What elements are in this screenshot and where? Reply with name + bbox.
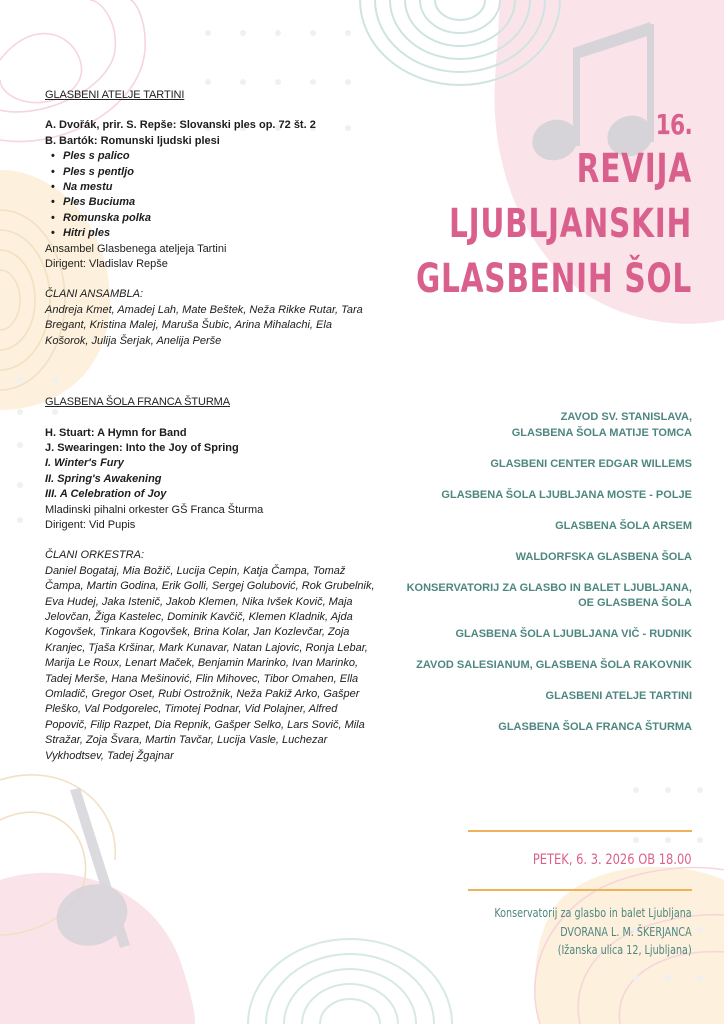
school-item [407, 519, 692, 535]
list-item: • Ples Buciuma [45, 195, 375, 210]
section-title: GLASBENI ATELJE TARTINI [45, 89, 185, 101]
concentric-rings-bottom [248, 939, 452, 1024]
school-item [407, 410, 692, 441]
members-list: Andreja Kmet, Amadej Lah, Mate Beštek, Neža Rikke Rutar, Tara Bregant, Kristina Malej, Maruša Šubic, Arina Mihalachi, Ela Košorok, Julija Šerjak, Anelija Perše [45, 303, 363, 347]
venue-institution: Konservatorij za glasbo in balet Ljubljana [494, 906, 692, 920]
school-item [407, 581, 692, 612]
school-name: ZAVOD SALESIANUM, GLASBENA ŠOLA RAKOVNIK [416, 659, 692, 671]
title-line-1: REVIJA [576, 146, 692, 192]
ensemble-name: Mladinski pihalni orkester GŠ Franca Šturma [45, 503, 264, 516]
participating-schools [407, 410, 692, 751]
ensemble-name: Ansambel Glasbenega ateljeja Tartini [45, 242, 227, 255]
divider-bottom [468, 889, 692, 891]
school-name: ZAVOD SV. STANISLAVA, [560, 411, 692, 423]
work-title: B. Bartók: Romunski ljudski plesi [45, 134, 220, 147]
music-note-icon-bottom [48, 788, 136, 956]
list-item: • Ples s pentljo [45, 165, 375, 180]
venue [445, 904, 692, 960]
movement: I. Winter's Fury [45, 457, 124, 470]
movement: III. A Celebration of Joy [45, 488, 167, 501]
conductor: Dirigent: Vid Pupis [45, 518, 136, 531]
school-item [407, 658, 692, 674]
title-line-3: GLASBENIH ŠOL [416, 256, 692, 302]
program-section-sturm [45, 395, 375, 764]
school-item [407, 457, 692, 473]
school-name: GLASBENI ATELJE TARTINI [545, 690, 692, 702]
event-title [319, 108, 692, 307]
school-name: GLASBENI CENTER EDGAR WILLEMS [490, 457, 692, 470]
title-line-2: LJUBLJANSKIH [449, 201, 692, 247]
school-item [407, 689, 692, 705]
divider-top [468, 830, 692, 832]
school-item [407, 488, 692, 504]
event-date: PETEK, 6. 3. 2026 OB 18.00 [533, 852, 692, 868]
school-name: GLASBENA ŠOLA LJUBLJANA MOSTE - POLJE [441, 488, 692, 501]
list-item: • Na mestu [45, 180, 375, 195]
list-item: • Romunska polka [45, 211, 375, 226]
edition-number: 16. [655, 108, 692, 141]
school-item [407, 720, 692, 736]
section-title: GLASBENA ŠOLA FRANCA ŠTURMA [45, 396, 230, 409]
work-title: H. Stuart: A Hymn for Band [45, 426, 187, 439]
members-label: ČLANI ORKESTRA: [45, 549, 145, 562]
school-name: GLASBENA ŠOLA MATIJE TOMCA [511, 426, 692, 439]
work-title: A. Dvořák, prir. S. Repše: Slovanski ples op. 72 št. 2 [45, 119, 316, 132]
school-name: GLASBENA ŠOLA FRANCA ŠTURMA [498, 721, 692, 733]
work-title: J. Swearingen: Into the Joy of Spring [45, 441, 239, 454]
school-name: GLASBENA ŠOLA ARSEM [555, 519, 692, 532]
school-name: WALDORFSKA GLASBENA ŠOLA [515, 550, 692, 563]
school-name: KONSERVATORIJ ZA GLASBO IN BALET LJUBLJANA, [406, 581, 692, 594]
venue-hall: DVORANA L. M. ŠKERJANCA [560, 924, 692, 939]
school-item [407, 550, 692, 566]
list-item: • Hitri ples [45, 226, 375, 241]
venue-address: (Ižanska ulica 12, Ljubljana) [558, 943, 692, 957]
school-item [407, 627, 692, 643]
school-name: OE GLASBENA ŠOLA [578, 597, 692, 609]
movement: II. Spring's Awakening [45, 472, 162, 485]
conductor: Dirigent: Vladislav Repše [45, 258, 168, 271]
school-name: GLASBENA ŠOLA LJUBLJANA VIČ - RUDNIK [455, 628, 692, 640]
members-list: Daniel Bogataj, Mia Božič, Lucija Cepin, Katja Čampa, Tomaž Čampa, Martin Godina, Erik Golli, Sergej Golubović, Rok Grubelnik, Eva Hudej, Jaka Istenič, Jakob Klemen, Nika Ivšek Kovič, Maja Jelovčan, Žiga Kastelec, Dominik Kavčič, Klemen Kladnik, Ajda Kogovšek, Tinkara Kogovšek, Brina Kolar, Jan Kozlevčar, Zoja Kranjec, Tjaša Kršinar, Mark Kunavar, Natan Lajovic, Ronja Lebar, Marija Le Roux, Lenart Maček, Benjamin Marinko, Ivan Marinko, Tadej Merše, Hana Mešinović, Flin Mihovec, Tibor Omahen, Ella Omladič, Gregor Oset, Rubi Ostrožnik, Neža Pakiž Arko, Gašper Pleško, Val Podgorelec, Timotej Podnar, Vid Polajner, Alfred Popovič, Filip Razpet, Dia Repnik, Gašper Selko, Lars Sovič, Mila Stražar, Zoja Švara, Martin Tavčar, Lucija Vasle, Luchezar Vykhodtsev, Tadej Žgajnar [45, 564, 375, 762]
list-item: • Ples s palico [45, 149, 375, 164]
members-label: ČLANI ANSAMBLA: [45, 288, 144, 301]
